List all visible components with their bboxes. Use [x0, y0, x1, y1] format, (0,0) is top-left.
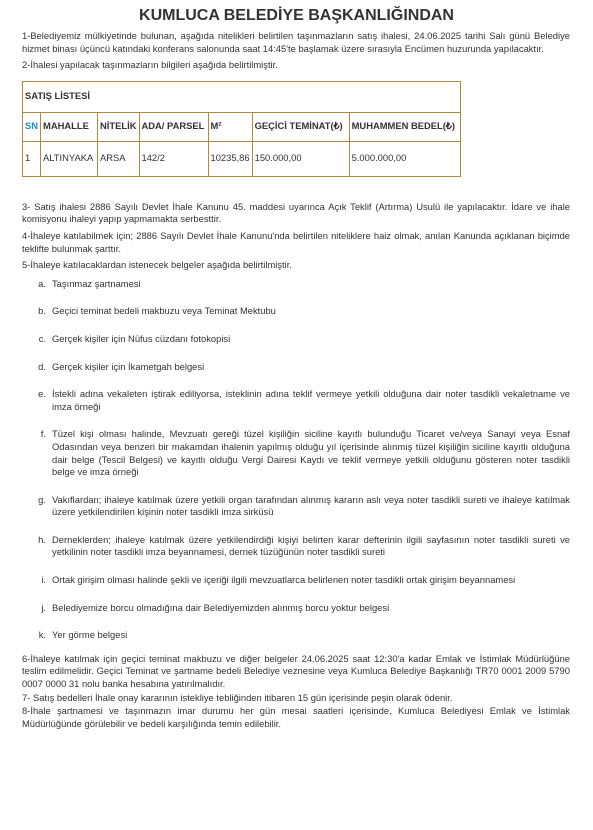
list-item [22, 629, 570, 642]
sale-list-table [22, 81, 461, 177]
list-item-text: Belediyemize borcu olmadığına dair Belediyemizden alınmış borcu yoktur belgesi [52, 601, 390, 613]
list-item [22, 494, 570, 519]
required-documents-list [22, 278, 570, 642]
paragraph-8: 8-İhale şartnamesi ve taşınmazın imar durumu her gün mesai saatleri içerisinde, Kumluca Belediyesi Emlak ve İstimlak Müdürlüğünde görülebilir ve bedeli karşılığında temin edilebilir. [22, 705, 570, 729]
table-header-row [23, 112, 461, 141]
list-marker: i. [41, 574, 46, 586]
paragraph-1: 1-Belediyemiz mülkiyetinde bulunan, aşağıda nitelikleri belirtilen taşınmazların satış ihalesi, 24.06.2025 tarihi Salı günü Belediye hizmet binası üçüncü katındaki konferans salonunda saat 14:45'te başlamak üzere sırasıyla Encümen huzurunda yapılacaktır. [22, 30, 570, 54]
cell-ada-parsel: 142/2 [139, 141, 208, 176]
header-m2: M² [208, 112, 252, 141]
paragraph-6: 6-İhaleye katılmak için geçici teminat makbuzu ve diğer belgeler 24.06.2025 saat 12:30'a kadar Emlak ve İstimlak Müdürlüğüne teslim edilmelidir. Geçici Teminat ve şartname bedeli Belediye veznesine veya Kumluca Belediye Başkanlığı TR70 0001 2009 5790 0007 0000 31 nolu banka hesabına yatırılmalıdır. [22, 652, 570, 690]
header-muhammen-bedel: MUHAMMEN BEDEL(₺) [349, 112, 460, 141]
list-marker: h. [38, 533, 46, 545]
list-marker: k. [38, 629, 46, 641]
list-marker: b. [38, 305, 46, 317]
list-item [22, 305, 570, 318]
list-item [22, 428, 570, 478]
list-item-text: Ortak girişim olması halinde şekli ve içeriği ilgili mevzuatlarca belirlenen noter tasdikli ortak girişim beyannamesi [52, 574, 516, 586]
list-marker: g. [38, 493, 46, 505]
paragraph-3: 3- Satış ihalesi 2886 Sayılı Devlet İhale Kanunu 45. maddesi uyarınca Açık Teklif (Artırma) Usulü ile yapılacaktır. İdare ve ihale komisyonu ihaleyi yapıp yapmamakta serbesttir. [22, 200, 570, 225]
list-marker: j. [41, 601, 46, 613]
list-marker: c. [38, 332, 46, 344]
list-item [22, 602, 570, 615]
paragraph-2: 2-İhalesi yapılacak taşınmazların bilgileri aşağıda belirtilmiştir. [22, 59, 278, 71]
header-gecici-teminat: GEÇİCİ TEMİNAT(₺) [252, 112, 349, 141]
table-row [23, 141, 461, 176]
cell-sn: 1 [23, 141, 41, 176]
list-item [22, 534, 570, 559]
list-item [22, 278, 570, 291]
page-title: KUMLUCA BELEDİYE BAŞKANLIĞINDAN [139, 7, 454, 24]
cell-muhammen-bedel: 5.000.000,00 [349, 141, 460, 176]
list-item-text: Gerçek kişiler için İkametgah belgesi [52, 360, 205, 372]
list-item-text: Vakıflardan; ihaleye katılmak üzere yetkili organ tarafından alınmış kararın aslı veya noter tasdikli sureti ve ihaleye katılmak üzere yetkilendirilen kişinin noter tasdikli imza sirküsü [52, 493, 570, 518]
header-nitelik: NİTELİK [98, 112, 139, 141]
cell-gecici-teminat: 150.000,00 [252, 141, 349, 176]
paragraph-7: 7- Satış bedelleri İhale onay kararının istekliye tebliğinden itibaren 15 gün içerisinde peşin olarak ödenir. [22, 691, 453, 703]
list-item-text: Tüzel kişi olması halinde, Mevzuatı gereği tüzel kişiliğin siciline kayıtlı bulunduğu Ticaret ve/veya Sanayi veya Esnaf Odasından veya benzeri bir makamdan ihalenin yapılmış olduğu yıl içerisinde alınmış tüzel kişiliğin siciline kayıtlı olduğuna dair belge (Tescil Belgesi) ve kayıtlı olduğu Vergi Dairesi Kaydı ve teklif vermeye yetkili olduğunu gösteren noter tasdikli belge ve imza örneği [52, 428, 570, 478]
cell-m2: 10235,86 [208, 141, 252, 176]
list-item [22, 361, 570, 374]
header-sn: SN [23, 112, 41, 141]
list-marker: e. [38, 388, 46, 400]
list-item [22, 574, 570, 587]
list-item-text: Taşınmaz şartnamesi [52, 277, 141, 289]
list-item-text: İstekli adına vekaleten iştirak ediliyorsa, isteklinin adına teklif vermeye yetkili olduğuna dair noter tasdikli vekaletname ve imza örneği [52, 388, 570, 412]
list-item-text: Yer görme belgesi [52, 629, 128, 641]
list-item-text: Derneklerden; ihaleye katılmak üzere yetkilendirdiği kişiyi belirten karar defterinin ilgili sayfasının noter tasdikli sureti ve yetkilinin noter tasdikli imza beyannamesi, dernek tüzüğünün noter tasdikli sureti [52, 533, 570, 558]
paragraph-4: 4-İhaleye katılabilmek için; 2886 Sayılı Devlet İhale Kanunu'nda belirtilen niteliklere haiz olmak, anılan Kanunda açıklanan biçimde teklifte bulunmak şarttır. [22, 229, 570, 254]
list-marker: f. [40, 428, 46, 440]
table-caption: SATIŞ LİSTESİ [23, 81, 461, 112]
list-marker: a. [38, 277, 46, 289]
list-item-text: Gerçek kişiler için Nüfus cüzdanı fotokopisi [52, 332, 231, 344]
list-marker: d. [38, 360, 46, 372]
list-item [22, 333, 570, 346]
paragraph-5: 5-İhaleye katılacaklardan istenecek belgeler aşağıda belirtilmiştir. [22, 259, 292, 271]
header-ada-parsel: ADA/ PARSEL [139, 112, 208, 141]
cell-nitelik: ARSA [98, 141, 139, 176]
list-item-text: Geçici teminat bedeli makbuzu veya Teminat Mektubu [52, 305, 276, 317]
cell-mahalle: ALTINYAKA [41, 141, 98, 176]
header-mahalle: MAHALLE [41, 112, 98, 141]
list-item [22, 388, 570, 413]
